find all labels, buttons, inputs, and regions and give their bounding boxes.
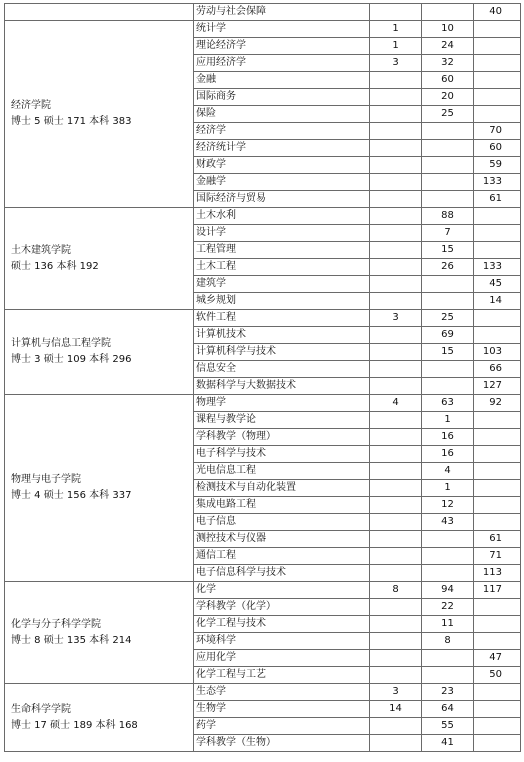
major-cell: 建筑学	[194, 276, 370, 293]
master-count-cell	[422, 140, 474, 157]
college-name: 土木建筑学院	[11, 244, 71, 256]
major-cell: 保险	[194, 106, 370, 123]
bachelor-count-cell	[474, 701, 521, 718]
phd-count-cell	[370, 548, 422, 565]
master-count-cell: 94	[422, 582, 474, 599]
major-cell: 财政学	[194, 157, 370, 174]
master-count-cell: 4	[422, 463, 474, 480]
master-count-cell: 15	[422, 344, 474, 361]
college-cell	[5, 4, 194, 21]
phd-count-cell	[370, 633, 422, 650]
major-cell: 城乡规划	[194, 293, 370, 310]
phd-count-cell	[370, 140, 422, 157]
enrollment-table-body	[5, 4, 521, 752]
phd-count-cell	[370, 361, 422, 378]
phd-count-cell	[370, 446, 422, 463]
phd-count-cell	[370, 412, 422, 429]
bachelor-count-cell	[474, 310, 521, 327]
bachelor-count-cell: 66	[474, 361, 521, 378]
bachelor-count-cell	[474, 327, 521, 344]
master-count-cell: 25	[422, 106, 474, 123]
bachelor-count-cell: 50	[474, 667, 521, 684]
major-cell: 土木工程	[194, 259, 370, 276]
major-cell: 国际商务	[194, 89, 370, 106]
college-name: 计算机与信息工程学院	[11, 338, 111, 349]
master-count-cell	[422, 565, 474, 582]
major-cell: 环境科学	[194, 633, 370, 650]
master-count-cell: 64	[422, 701, 474, 718]
major-cell: 工程管理	[194, 242, 370, 259]
college-name: 经济学院	[11, 100, 51, 111]
master-count-cell: 55	[422, 718, 474, 735]
phd-count-cell	[370, 344, 422, 361]
phd-count-cell	[370, 225, 422, 242]
major-cell: 课程与教学论	[194, 412, 370, 429]
master-count-cell: 60	[422, 72, 474, 89]
major-cell: 学科教学（化学）	[194, 599, 370, 616]
bachelor-count-cell	[474, 225, 521, 242]
bachelor-count-cell: 127	[474, 378, 521, 395]
master-count-cell	[422, 157, 474, 174]
phd-count-cell: 3	[370, 310, 422, 327]
table-row	[5, 208, 521, 225]
major-cell: 设计学	[194, 225, 370, 242]
phd-count-cell	[370, 89, 422, 106]
bachelor-count-cell	[474, 480, 521, 497]
bachelor-count-cell: 71	[474, 548, 521, 565]
college-summary: 博士 3 硕士 109 本科 296	[11, 354, 132, 365]
master-count-cell: 8	[422, 633, 474, 650]
major-cell: 生态学	[194, 684, 370, 701]
bachelor-count-cell: 92	[474, 395, 521, 412]
college-name: 生命科学学院	[11, 703, 71, 715]
phd-count-cell	[370, 480, 422, 497]
master-count-cell	[422, 276, 474, 293]
phd-count-cell	[370, 327, 422, 344]
major-cell: 土木水利	[194, 208, 370, 225]
table-row	[5, 582, 521, 599]
major-cell: 检测技术与自动化装置	[194, 480, 370, 497]
bachelor-count-cell	[474, 21, 521, 38]
major-cell: 学科教学（物理）	[194, 429, 370, 446]
bachelor-count-cell: 59	[474, 157, 521, 174]
phd-count-cell	[370, 514, 422, 531]
college-cell	[5, 582, 194, 684]
college-cell	[5, 395, 194, 582]
phd-count-cell	[370, 565, 422, 582]
phd-count-cell	[370, 4, 422, 21]
bachelor-count-cell: 14	[474, 293, 521, 310]
major-cell: 生物学	[194, 701, 370, 718]
master-count-cell	[422, 548, 474, 565]
phd-count-cell	[370, 106, 422, 123]
bachelor-count-cell	[474, 514, 521, 531]
master-count-cell	[422, 123, 474, 140]
table-row	[5, 21, 521, 38]
table-row	[5, 395, 521, 412]
master-count-cell	[422, 293, 474, 310]
phd-count-cell: 14	[370, 701, 422, 718]
major-cell: 软件工程	[194, 310, 370, 327]
master-count-cell: 23	[422, 684, 474, 701]
master-count-cell: 15	[422, 242, 474, 259]
bachelor-count-cell	[474, 242, 521, 259]
phd-count-cell: 3	[370, 55, 422, 72]
major-cell: 理论经济学	[194, 38, 370, 55]
master-count-cell: 10	[422, 21, 474, 38]
master-count-cell: 12	[422, 497, 474, 514]
bachelor-count-cell	[474, 616, 521, 633]
bachelor-count-cell	[474, 446, 521, 463]
bachelor-count-cell	[474, 599, 521, 616]
master-count-cell	[422, 361, 474, 378]
master-count-cell: 41	[422, 735, 474, 752]
bachelor-count-cell: 60	[474, 140, 521, 157]
college-summary: 博士 5 硕士 171 本科 383	[11, 116, 132, 127]
bachelor-count-cell	[474, 72, 521, 89]
bachelor-count-cell	[474, 208, 521, 225]
bachelor-count-cell	[474, 735, 521, 752]
phd-count-cell	[370, 667, 422, 684]
phd-count-cell	[370, 735, 422, 752]
college-summary: 博士 17 硕士 189 本科 168	[11, 719, 138, 731]
phd-count-cell: 4	[370, 395, 422, 412]
major-cell: 化学	[194, 582, 370, 599]
bachelor-count-cell: 61	[474, 531, 521, 548]
master-count-cell	[422, 4, 474, 21]
bachelor-count-cell	[474, 684, 521, 701]
phd-count-cell	[370, 191, 422, 208]
master-count-cell	[422, 531, 474, 548]
phd-count-cell: 3	[370, 684, 422, 701]
enrollment-table	[4, 3, 521, 752]
bachelor-count-cell	[474, 633, 521, 650]
major-cell: 应用化学	[194, 650, 370, 667]
college-name: 化学与分子科学学院	[11, 618, 101, 630]
phd-count-cell	[370, 616, 422, 633]
bachelor-count-cell	[474, 412, 521, 429]
major-cell: 国际经济与贸易	[194, 191, 370, 208]
phd-count-cell	[370, 718, 422, 735]
major-cell: 经济学	[194, 123, 370, 140]
master-count-cell: 25	[422, 310, 474, 327]
master-count-cell: 7	[422, 225, 474, 242]
table-row	[5, 4, 521, 21]
master-count-cell: 1	[422, 480, 474, 497]
master-count-cell	[422, 378, 474, 395]
major-cell: 信息安全	[194, 361, 370, 378]
master-count-cell: 24	[422, 38, 474, 55]
major-cell: 光电信息工程	[194, 463, 370, 480]
table-row	[5, 684, 521, 701]
bachelor-count-cell	[474, 38, 521, 55]
phd-count-cell	[370, 259, 422, 276]
phd-count-cell	[370, 293, 422, 310]
bachelor-count-cell	[474, 463, 521, 480]
college-cell	[5, 21, 194, 208]
major-cell: 化学工程与技术	[194, 616, 370, 633]
major-cell: 电子信息科学与技术	[194, 565, 370, 582]
major-cell: 药学	[194, 718, 370, 735]
phd-count-cell	[370, 463, 422, 480]
bachelor-count-cell: 70	[474, 123, 521, 140]
phd-count-cell	[370, 157, 422, 174]
major-cell: 劳动与社会保障	[194, 4, 370, 21]
phd-count-cell	[370, 429, 422, 446]
phd-count-cell: 1	[370, 38, 422, 55]
bachelor-count-cell	[474, 718, 521, 735]
master-count-cell: 32	[422, 55, 474, 72]
major-cell: 金融学	[194, 174, 370, 191]
master-count-cell	[422, 667, 474, 684]
college-cell	[5, 208, 194, 310]
major-cell: 应用经济学	[194, 55, 370, 72]
master-count-cell: 16	[422, 446, 474, 463]
phd-count-cell	[370, 123, 422, 140]
phd-count-cell	[370, 72, 422, 89]
bachelor-count-cell: 47	[474, 650, 521, 667]
major-cell: 数据科学与大数据技术	[194, 378, 370, 395]
master-count-cell: 22	[422, 599, 474, 616]
master-count-cell: 88	[422, 208, 474, 225]
bachelor-count-cell	[474, 429, 521, 446]
phd-count-cell	[370, 276, 422, 293]
college-name: 物理与电子学院	[11, 474, 81, 485]
phd-count-cell	[370, 208, 422, 225]
major-cell: 学科教学（生物）	[194, 735, 370, 752]
bachelor-count-cell: 133	[474, 259, 521, 276]
master-count-cell: 1	[422, 412, 474, 429]
major-cell: 电子信息	[194, 514, 370, 531]
master-count-cell: 16	[422, 429, 474, 446]
college-cell	[5, 684, 194, 752]
phd-count-cell	[370, 174, 422, 191]
major-cell: 物理学	[194, 395, 370, 412]
college-summary: 博士 8 硕士 135 本科 214	[11, 634, 132, 646]
college-summary: 硕士 136 本科 192	[11, 260, 99, 272]
master-count-cell: 63	[422, 395, 474, 412]
phd-count-cell	[370, 531, 422, 548]
master-count-cell: 20	[422, 89, 474, 106]
bachelor-count-cell	[474, 497, 521, 514]
phd-count-cell: 8	[370, 582, 422, 599]
bachelor-count-cell: 117	[474, 582, 521, 599]
major-cell: 化学工程与工艺	[194, 667, 370, 684]
master-count-cell	[422, 174, 474, 191]
major-cell: 计算机技术	[194, 327, 370, 344]
bachelor-count-cell	[474, 89, 521, 106]
master-count-cell: 69	[422, 327, 474, 344]
bachelor-count-cell: 45	[474, 276, 521, 293]
phd-count-cell	[370, 650, 422, 667]
bachelor-count-cell	[474, 106, 521, 123]
bachelor-count-cell: 133	[474, 174, 521, 191]
master-count-cell	[422, 650, 474, 667]
master-count-cell	[422, 191, 474, 208]
major-cell: 通信工程	[194, 548, 370, 565]
college-cell	[5, 310, 194, 395]
phd-count-cell	[370, 242, 422, 259]
major-cell: 电子科学与技术	[194, 446, 370, 463]
major-cell: 统计学	[194, 21, 370, 38]
college-summary: 博士 4 硕士 156 本科 337	[11, 490, 132, 501]
master-count-cell: 26	[422, 259, 474, 276]
phd-count-cell	[370, 599, 422, 616]
bachelor-count-cell: 103	[474, 344, 521, 361]
major-cell: 经济统计学	[194, 140, 370, 157]
table-row	[5, 310, 521, 327]
bachelor-count-cell: 113	[474, 565, 521, 582]
master-count-cell: 43	[422, 514, 474, 531]
major-cell: 测控技术与仪器	[194, 531, 370, 548]
phd-count-cell	[370, 497, 422, 514]
major-cell: 集成电路工程	[194, 497, 370, 514]
master-count-cell: 11	[422, 616, 474, 633]
major-cell: 计算机科学与技术	[194, 344, 370, 361]
bachelor-count-cell	[474, 55, 521, 72]
major-cell: 金融	[194, 72, 370, 89]
bachelor-count-cell: 61	[474, 191, 521, 208]
bachelor-count-cell: 40	[474, 4, 521, 21]
phd-count-cell: 1	[370, 21, 422, 38]
phd-count-cell	[370, 378, 422, 395]
